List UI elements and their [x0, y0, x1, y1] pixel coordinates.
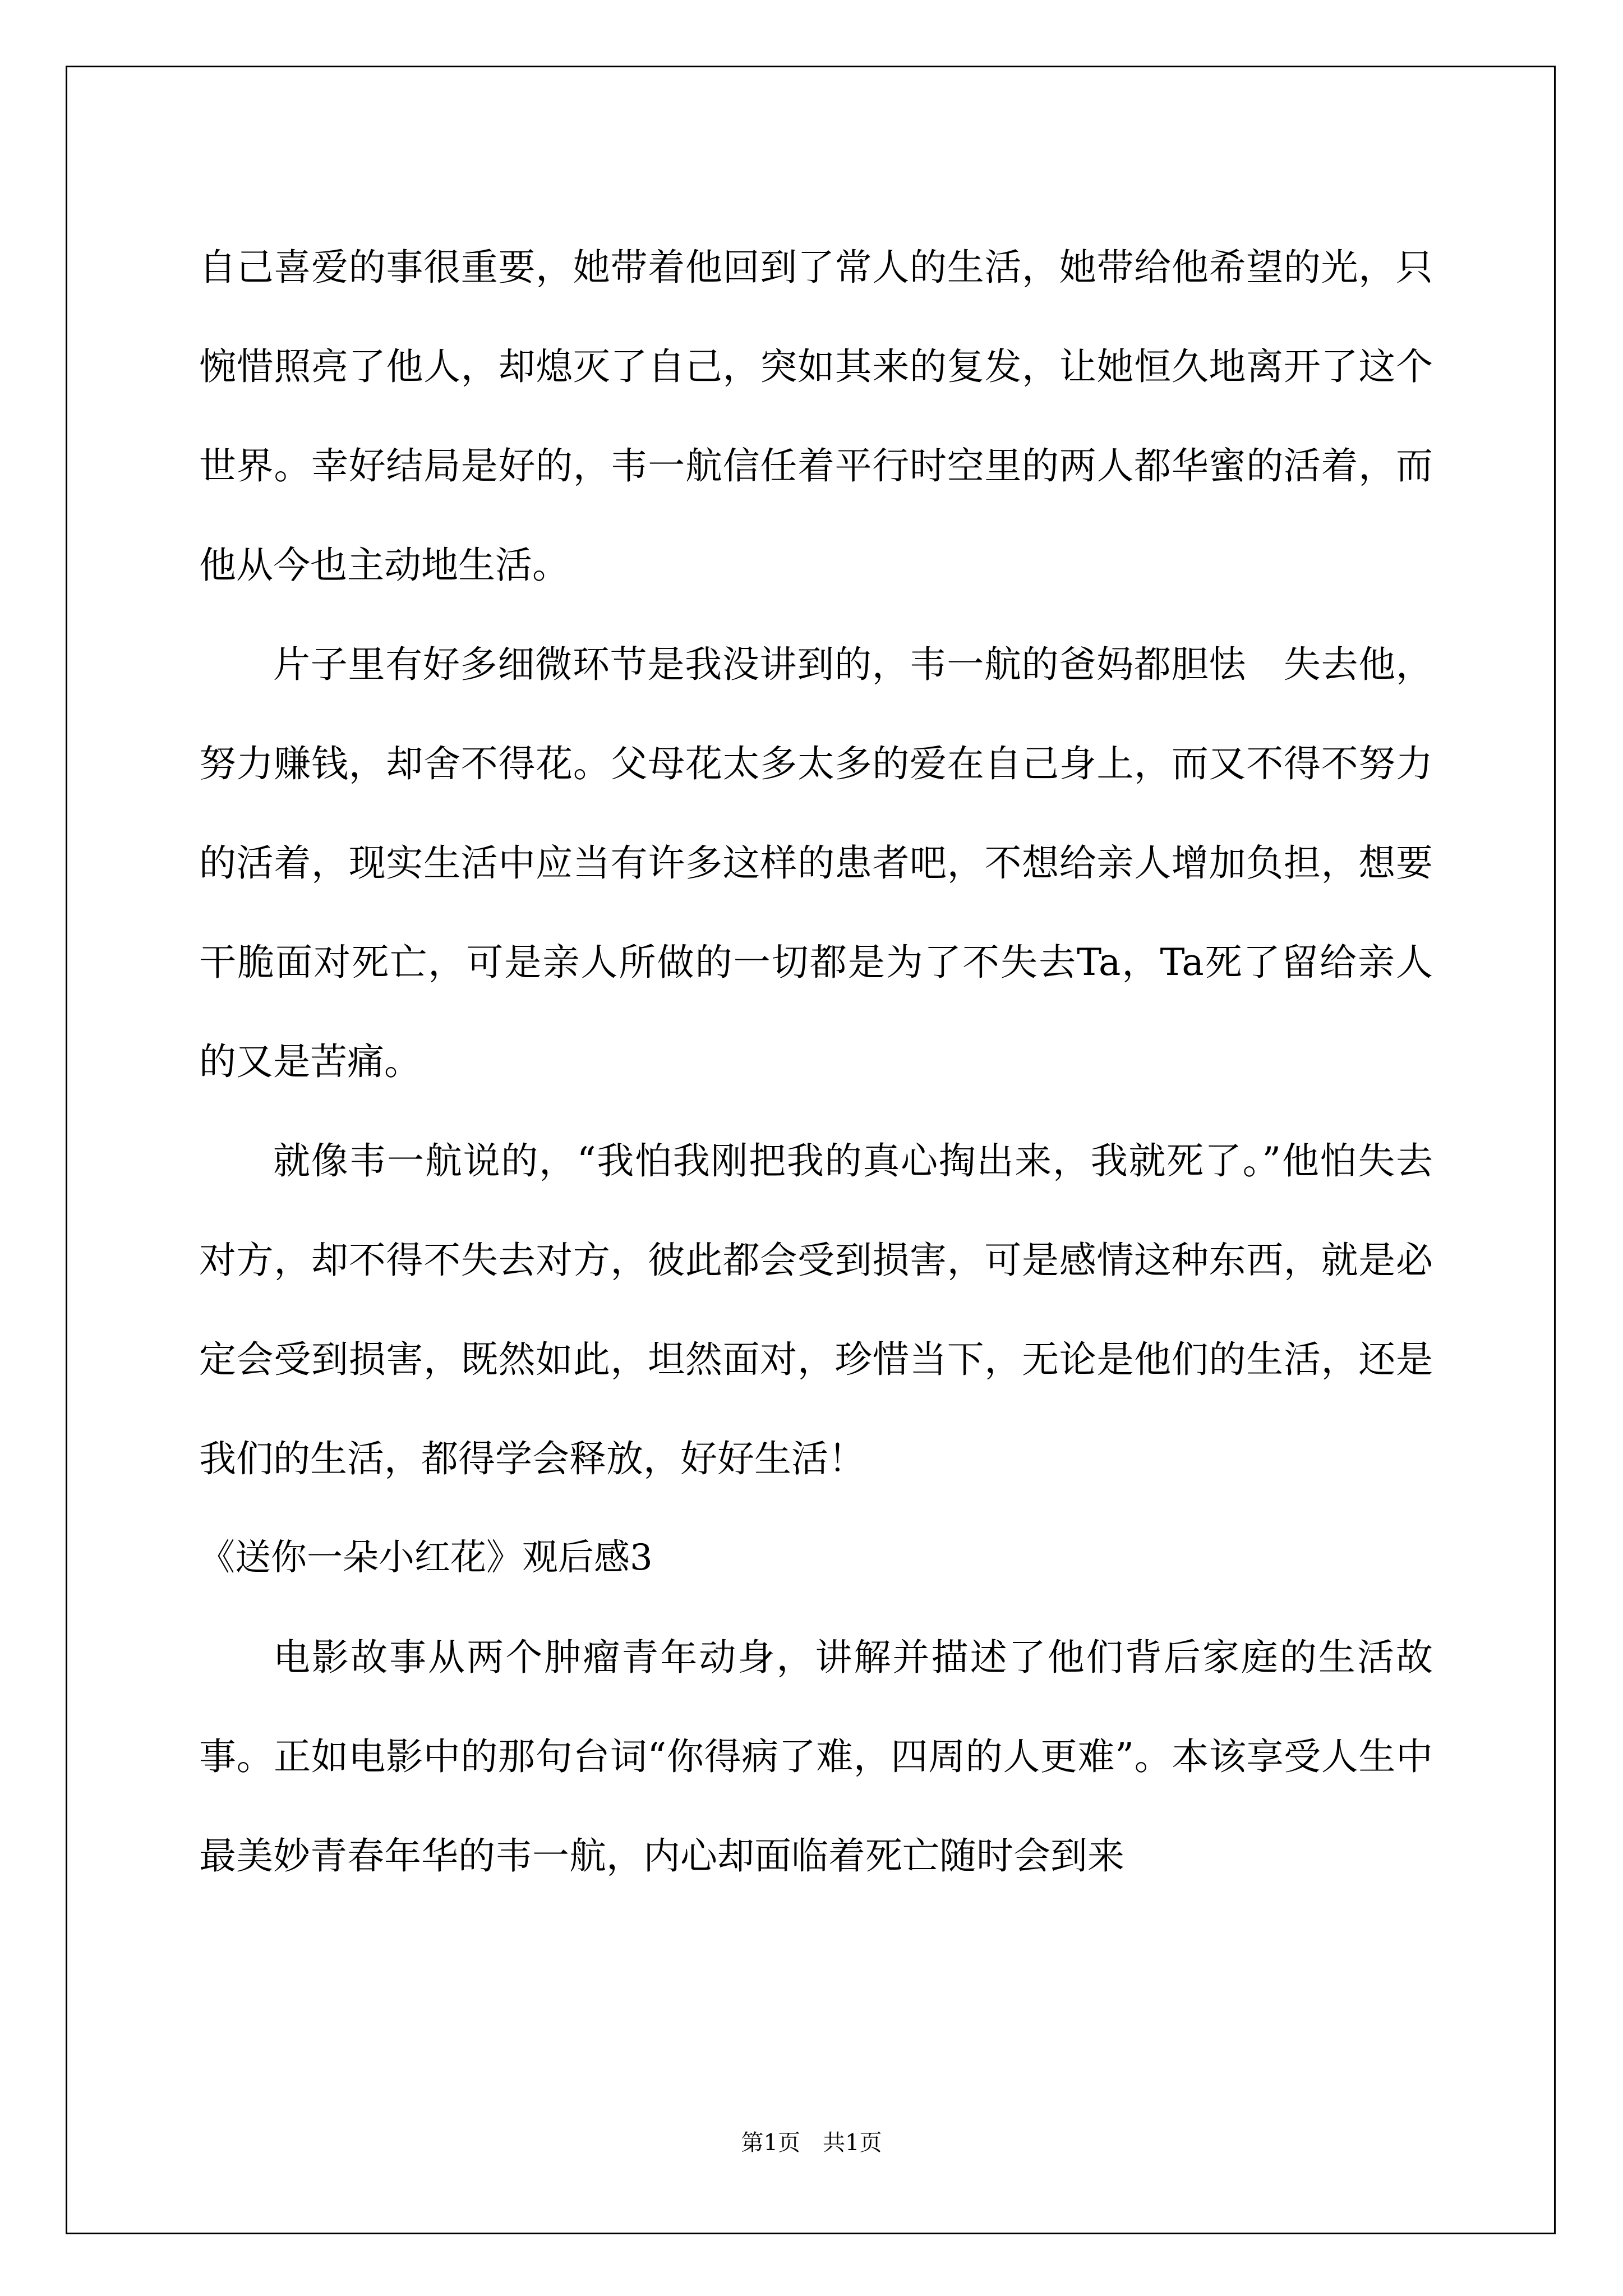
paragraph-story: 电影故事从两个肿瘤青年动身，讲解并描述了他们背后家庭的生活故事。正如电影中的那句台词“你得病了难，四周的人更难”。本该享受人生中最美妙青春年华的韦一航，内心却面临着死亡随时会到来 — [199, 1636, 1433, 1878]
paragraph-continued: 自己喜爱的事很重要，她带着他回到了常人的生活，她带给他希望的光，只惋惜照亮了他人，却熄灭了自己，突如其来的复发，让她恒久地离开了这个世界。幸好结局是好的，韦一航信任着平行时空里的两人都华蜜的活着，而他从今也主动地生活。 — [199, 246, 1433, 587]
page-number-footer: 第1页 共1页 — [741, 2130, 882, 2156]
paragraph-quote: 就像韦一航说的，“我怕我刚把我的真心掏出来，我就死了。”他怕失去对方，却不得不失去对方，彼此都会受到损害，可是感情这种东西，就是必定会受到损害，既然如此，坦然面对，珍惜当下，无论是他们的生活，还是我们的生活，都得学会释放，好好生活！ — [199, 1139, 1433, 1480]
document-body — [199, 218, 1433, 1906]
paragraph-parents: 片子里有好多细微环节是我没讲到的，韦一航的爸妈都胆怯 失去他，努力赚钱，却舍不得花。父母花太多太多的爱在自己身上，而又不得不努力的活着，现实生活中应当有许多这样的患者吧，不想给亲人增加负担，想要干脆面对死亡，可是亲人所做的一切都是为了不失去Ta，Ta死了留给亲人的又是苦痛。 — [199, 643, 1433, 1083]
section-heading: 《送你一朵小红花》观后感3 — [199, 1537, 653, 1579]
